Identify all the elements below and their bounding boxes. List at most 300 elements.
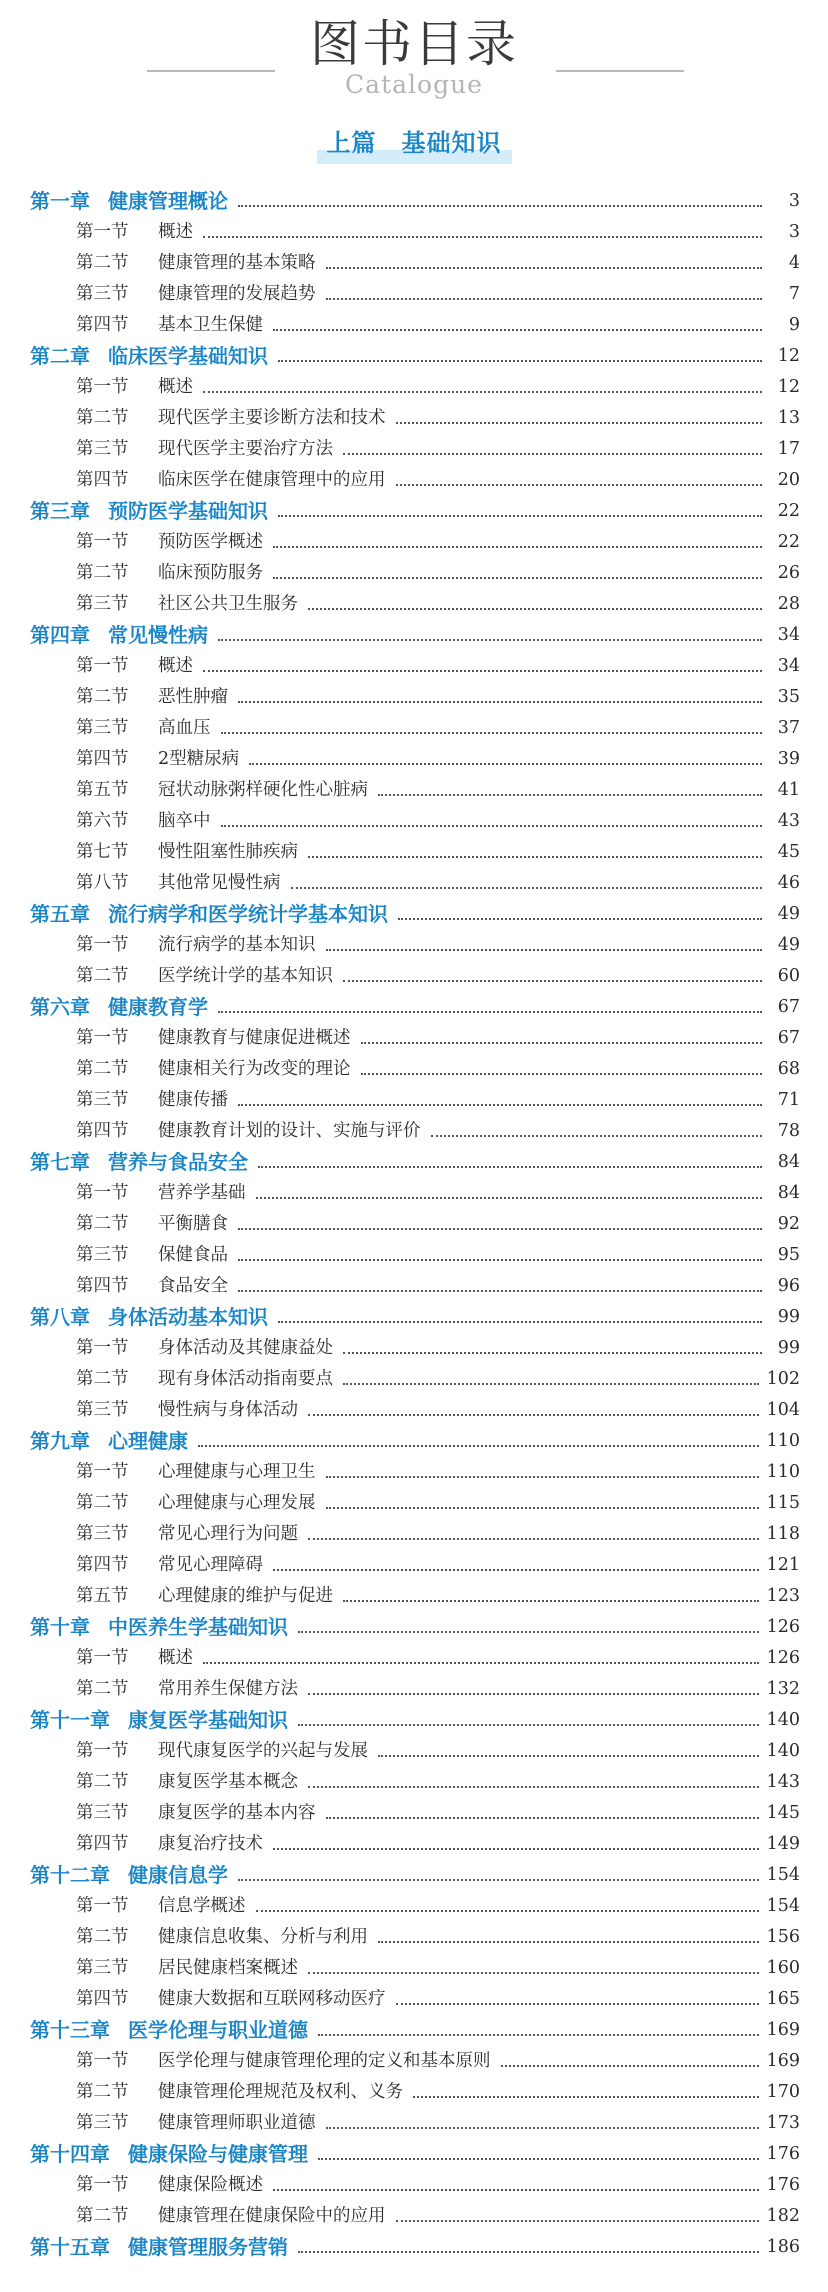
dot-leader [431,1135,763,1137]
toc-section-row[interactable] [0,1519,828,1550]
dot-leader [361,1042,763,1044]
section-label [76,310,263,341]
section-title: 健康信息收集、分析与利用 [158,1927,368,1947]
toc-section-row[interactable] [0,1891,828,1922]
section-number: 第一节 [76,1648,129,1668]
section-number: 第一节 [76,1896,129,1916]
page-number: 22 [777,532,800,552]
section-title: 健康管理的基本策略 [158,253,316,273]
toc-section-row[interactable] [0,682,828,713]
section-number: 第三节 [76,718,129,738]
page-number: 84 [777,1183,800,1203]
toc-chapter-row[interactable] [0,186,828,217]
toc-section-row[interactable] [0,1767,828,1798]
section-title: 康复医学基本概念 [158,1772,298,1792]
toc-section-row[interactable] [0,1488,828,1519]
chapter-number: 第三章 [30,499,90,523]
page-number: 41 [777,780,800,800]
section-label [76,1395,298,1426]
section-label [76,558,263,589]
section-title: 恶性肿瘤 [158,687,228,707]
page-number: 78 [777,1121,800,1141]
section-title: 居民健康档案概述 [158,1958,298,1978]
toc-section-row[interactable] [0,2201,828,2232]
page-number: 143 [766,1772,800,1792]
dot-leader [198,1445,759,1447]
page-title: 图书目录 [310,15,518,73]
toc-section-row[interactable] [0,1054,828,1085]
section-label [76,1550,263,1581]
toc-chapter-row[interactable] [0,899,828,930]
page-subtitle: Catalogue [345,70,483,99]
page-number: 169 [766,2020,800,2040]
dot-leader [203,236,762,238]
section-title: 现代康复医学的兴起与发展 [158,1741,368,1761]
dot-leader [308,1693,759,1695]
page-number: 170 [766,2082,800,2102]
section-number: 第二节 [76,2082,129,2102]
section-label [76,1984,386,2015]
section-label [76,248,316,279]
section-title: 信息学概述 [158,1896,246,1916]
page-number: 173 [766,2113,800,2133]
section-number: 第一节 [76,1028,129,1048]
page-number: 102 [766,1369,800,1389]
toc-section-row[interactable] [0,279,828,310]
dot-leader [273,1848,759,1850]
chapter-title: 营养与食品安全 [108,1150,248,1174]
section-title: 健康保险概述 [158,2175,263,2195]
page-number: 45 [777,842,800,862]
toc-chapter-row[interactable] [0,496,828,527]
section-title: 常见心理障碍 [158,1555,263,1575]
dot-leader [396,2003,759,2005]
toc-section-row[interactable] [0,1085,828,1116]
chapter-label [30,992,208,1023]
toc-section-row[interactable] [0,1984,828,2015]
dot-leader [273,546,762,548]
chapter-label [30,1860,228,1891]
toc-chapter-row[interactable] [0,1860,828,1891]
dot-leader [238,1104,762,1106]
dot-leader [343,980,762,982]
page-number: 176 [766,2144,800,2164]
page-number: 132 [766,1679,800,1699]
section-title: 概述 [158,656,193,676]
section-title: 平衡膳食 [158,1214,228,1234]
dot-leader [258,1166,762,1168]
toc-section-row[interactable] [0,930,828,961]
dot-leader [298,1724,759,1726]
toc-section-row[interactable] [0,1271,828,1302]
toc-section-row[interactable] [0,1457,828,1488]
chapter-number: 第四章 [30,623,90,647]
page-number: 121 [766,1555,800,1575]
toc-section-row[interactable] [0,1395,828,1426]
section-number: 第三节 [76,284,129,304]
section-label [76,1643,193,1674]
page-number: 123 [766,1586,800,1606]
page-number: 84 [777,1152,800,1172]
part-title-box [317,124,512,162]
section-number: 第一节 [76,2051,129,2071]
toc-chapter-row[interactable] [0,2015,828,2046]
page-number: 26 [777,563,800,583]
chapter-title: 中医养生学基础知识 [108,1615,288,1639]
section-title: 慢性病与身体活动 [158,1400,298,1420]
section-title: 健康教育与健康促进概述 [158,1028,351,1048]
section-number: 第四节 [76,470,129,490]
page-number: 140 [766,1710,800,1730]
toc-section-row[interactable] [0,1798,828,1829]
toc-section-row[interactable] [0,1736,828,1767]
section-title: 健康教育计划的设计、实施与评价 [158,1121,421,1141]
toc-section-row[interactable] [0,248,828,279]
section-title: 健康管理在健康保险中的应用 [158,2206,386,2226]
toc-chapter-row[interactable] [0,2232,828,2263]
section-title: 心理健康与心理发展 [158,1493,316,1513]
section-number: 第二节 [76,1679,129,1699]
dot-leader [326,1817,759,1819]
dot-leader [396,484,763,486]
section-title: 健康大数据和互联网移动医疗 [158,1989,386,2009]
dot-leader [326,298,763,300]
dot-leader [308,1414,759,1416]
toc-chapter-row[interactable] [0,1612,828,1643]
section-label [76,1519,298,1550]
page-number: 154 [766,1896,800,1916]
chapter-label [30,1705,288,1736]
section-label [76,465,386,496]
toc-chapter-row[interactable] [0,992,828,1023]
section-title: 2型糖尿病 [158,749,240,769]
dot-leader [273,2189,759,2191]
dot-leader [308,1972,759,1974]
toc-chapter-row[interactable] [0,1302,828,1333]
section-title: 保健食品 [158,1245,228,1265]
page-number: 68 [777,1059,800,1079]
section-label [76,434,333,465]
dot-leader [361,1073,763,1075]
dot-leader [291,887,763,889]
section-number: 第二节 [76,1214,129,1234]
page-number: 176 [766,2175,800,2195]
toc-section-row[interactable] [0,1209,828,1240]
dot-leader [218,639,762,641]
section-label [76,1953,298,1984]
section-number: 第二节 [76,1059,129,1079]
section-label [76,217,193,248]
section-label [76,1891,246,1922]
section-title: 健康传播 [158,1090,228,1110]
toc-section-row[interactable] [0,713,828,744]
toc-section-row[interactable] [0,1333,828,1364]
chapter-number: 第六章 [30,995,90,1019]
section-number: 第一节 [76,656,129,676]
toc-section-row[interactable] [0,527,828,558]
section-title: 其他常见慢性病 [158,873,281,893]
page-number: 12 [777,346,800,366]
page-number: 156 [766,1927,800,1947]
section-label [76,1767,298,1798]
dot-leader [326,267,763,269]
section-number: 第一节 [76,1183,129,1203]
page-number: 22 [777,501,800,521]
dot-leader [278,360,762,362]
dot-leader [218,1011,762,1013]
toc-chapter-row[interactable] [0,341,828,372]
section-number: 第一节 [76,1338,129,1358]
section-number: 第二节 [76,408,129,428]
page-number: 165 [766,1989,800,2009]
section-number: 第五节 [76,1586,129,1606]
dot-leader [413,2096,759,2098]
section-label [76,1178,246,1209]
dot-leader [308,1786,759,1788]
section-number: 第三节 [76,1524,129,1544]
toc-section-row[interactable] [0,806,828,837]
toc-section-row[interactable] [0,651,828,682]
dot-leader [238,701,762,703]
section-label [76,837,298,868]
toc-chapter-row[interactable] [0,1426,828,1457]
toc-chapter-row[interactable] [0,1705,828,1736]
chapter-number: 第五章 [30,902,90,926]
toc-section-row[interactable] [0,744,828,775]
section-label [76,930,316,961]
section-number: 第二节 [76,2206,129,2226]
chapter-label [30,341,268,372]
section-title: 概述 [158,1648,193,1668]
page-number: 60 [777,966,800,986]
section-label [76,1488,316,1519]
toc-section-row[interactable] [0,1643,828,1674]
dot-leader [273,329,762,331]
section-title: 概述 [158,222,193,242]
section-number: 第三节 [76,594,129,614]
toc-section-row[interactable] [0,837,828,868]
toc-chapter-row[interactable] [0,620,828,651]
dot-leader [298,1631,759,1633]
toc-section-row[interactable] [0,1581,828,1612]
section-label [76,403,386,434]
toc-section-row[interactable] [0,1674,828,1705]
section-label [76,527,263,558]
page-number: 3 [788,222,800,242]
chapter-label [30,2232,288,2263]
toc-section-row[interactable] [0,775,828,806]
dot-leader [326,949,763,951]
dot-leader [203,1662,759,1664]
chapter-label [30,186,228,217]
toc-section-row[interactable] [0,1829,828,1860]
dot-leader [203,391,762,393]
chapter-title: 康复医学基础知识 [128,1708,288,1732]
section-number: 第二节 [76,687,129,707]
toc-section-row[interactable] [0,1953,828,1984]
section-label [76,279,316,310]
toc-section-row[interactable] [0,403,828,434]
chapter-label [30,2139,308,2170]
section-number: 第三节 [76,1958,129,1978]
section-number: 第三节 [76,1400,129,1420]
chapter-label [30,899,388,930]
toc-section-row[interactable] [0,558,828,589]
section-title: 基本卫生保健 [158,315,263,335]
section-number: 第一节 [76,377,129,397]
page-number: 34 [777,625,800,645]
page-number: 4 [788,253,800,273]
chapter-number: 第十五章 [30,2235,110,2259]
toc-section-row[interactable] [0,1023,828,1054]
section-title: 概述 [158,377,193,397]
section-title: 常用养生保健方法 [158,1679,298,1699]
page-number: 140 [766,1741,800,1761]
chapter-label [30,620,208,651]
part-title: 上篇 基础知识 [326,129,502,157]
chapter-title: 流行病学和医学统计学基本知识 [108,902,388,926]
section-label [76,1674,298,1705]
dot-leader [343,1600,759,1602]
section-label [76,961,333,992]
toc-section-row[interactable] [0,1116,828,1147]
section-number: 第一节 [76,935,129,955]
page-number: 118 [766,1524,800,1544]
chapter-number: 第十三章 [30,2018,110,2042]
chapter-number: 第十一章 [30,1708,110,1732]
section-title: 临床医学在健康管理中的应用 [158,470,386,490]
section-label [76,372,193,403]
toc-section-row[interactable] [0,2046,828,2077]
dot-leader [326,1507,759,1509]
toc-section-row[interactable] [0,1240,828,1271]
chapter-title: 心理健康 [108,1429,188,1453]
section-label [76,1240,228,1271]
page-number: 126 [766,1648,800,1668]
toc-section-row[interactable] [0,589,828,620]
chapter-title: 健康管理服务营销 [128,2235,288,2259]
dot-leader [256,1910,759,1912]
dot-leader [278,1321,762,1323]
section-title: 流行病学的基本知识 [158,935,316,955]
toc-section-row[interactable] [0,465,828,496]
toc-section-row[interactable] [0,372,828,403]
toc-section-row[interactable] [0,2170,828,2201]
chapter-title: 临床医学基础知识 [108,344,268,368]
section-label [76,744,239,775]
toc-section-row[interactable] [0,868,828,899]
page-number: 99 [777,1338,800,1358]
section-title: 健康管理的发展趋势 [158,284,316,304]
dot-leader [221,825,763,827]
toc-section-row[interactable] [0,1364,828,1395]
page-number: 115 [766,1493,800,1513]
dot-leader [378,794,762,796]
dot-leader [378,1941,759,1943]
section-number: 第四节 [76,1276,129,1296]
page-number: 110 [766,1431,800,1451]
toc-section-row[interactable] [0,961,828,992]
section-label [76,2108,316,2139]
section-number: 第一节 [76,532,129,552]
dot-leader [308,608,762,610]
section-number: 第一节 [76,1462,129,1482]
chapter-title: 身体活动基本知识 [108,1305,268,1329]
dot-leader [343,1352,762,1354]
toc-section-row[interactable] [0,2077,828,2108]
chapter-number: 第十二章 [30,1863,110,1887]
toc-section-row[interactable] [0,1550,828,1581]
section-number: 第六节 [76,811,129,831]
section-label [76,868,281,899]
section-title: 社区公共卫生服务 [158,594,298,614]
page-number: 49 [777,904,800,924]
section-number: 第三节 [76,439,129,459]
section-number: 第四节 [76,1121,129,1141]
chapter-label [30,1426,188,1457]
page-number: 160 [766,1958,800,1978]
toc-section-row[interactable] [0,310,828,341]
page-number: 71 [777,1090,800,1110]
section-label [76,1581,333,1612]
chapter-number: 第十章 [30,1615,90,1639]
chapter-title: 健康教育学 [108,995,208,1019]
section-label [76,2201,386,2232]
table-of-contents [0,186,828,2263]
chapter-title: 健康保险与健康管理 [128,2142,308,2166]
page-number: 12 [777,377,800,397]
dot-leader [396,422,763,424]
section-number: 第二节 [76,1772,129,1792]
toc-chapter-row[interactable] [0,2139,828,2170]
dot-leader [238,1290,762,1292]
section-number: 第四节 [76,1555,129,1575]
section-label [76,1085,228,1116]
toc-section-row[interactable] [0,1178,828,1209]
dot-leader [318,2158,759,2160]
section-number: 第二节 [76,966,129,986]
section-number: 第五节 [76,780,129,800]
chapter-label [30,1302,268,1333]
section-label [76,651,193,682]
toc-section-row[interactable] [0,434,828,465]
toc-chapter-row[interactable] [0,1147,828,1178]
section-label [76,1922,368,1953]
section-number: 第四节 [76,315,129,335]
dot-leader [273,577,762,579]
toc-section-row[interactable] [0,217,828,248]
section-title: 医学伦理与健康管理伦理的定义和基本原则 [158,2051,491,2071]
section-label [76,682,228,713]
section-number: 第三节 [76,1803,129,1823]
section-label [76,1116,421,1147]
section-title: 心理健康的维护与促进 [158,1586,333,1606]
page-number: 126 [766,1617,800,1637]
section-label [76,775,368,806]
section-title: 常见心理行为问题 [158,1524,298,1544]
toc-section-row[interactable] [0,1922,828,1953]
page-number: 110 [766,1462,800,1482]
page-number: 49 [777,935,800,955]
section-title: 心理健康与心理卫生 [158,1462,316,1482]
section-number: 第二节 [76,563,129,583]
dot-leader [238,1259,762,1261]
page-number: 34 [777,656,800,676]
page-number: 67 [777,1028,800,1048]
toc-section-row[interactable] [0,2108,828,2139]
chapter-title: 医学伦理与职业道德 [128,2018,308,2042]
dot-leader [308,856,762,858]
